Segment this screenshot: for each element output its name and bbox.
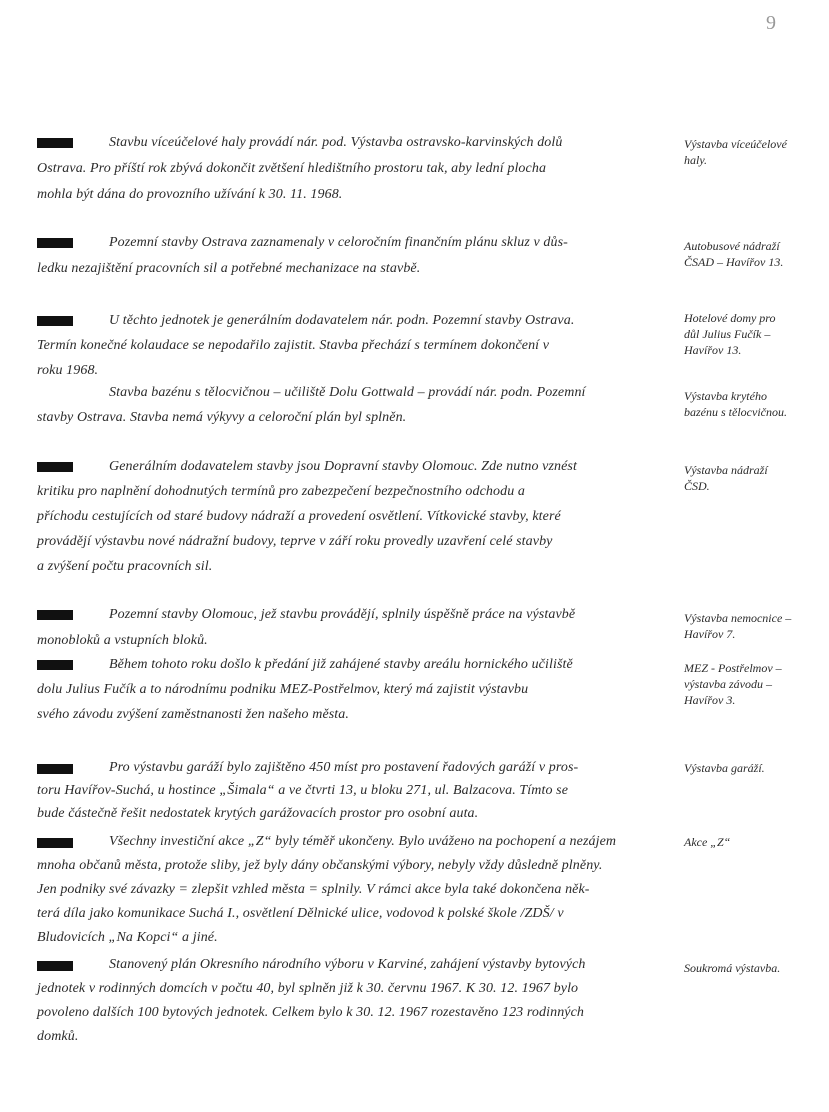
redaction-bar xyxy=(37,961,73,971)
paragraph xyxy=(37,953,677,1049)
text-line: toru Havířov-Suchá, u hostince „Šimala“ a ve čtvrti 13, u bloku 271, ul. Balzacova. Tímto se xyxy=(37,783,569,798)
margin-note xyxy=(684,834,824,850)
text-line: Generálním dodavatelem stavby jsou Dopravní stavby Olomouc. Zde nutno vznést xyxy=(37,454,677,479)
margin-note xyxy=(684,660,824,708)
text-line: U těchto jednotek je generálním dodavatelem nár. podn. Pozemní stavby Ostrava. xyxy=(37,308,677,333)
text-line: mnoha občanů města, protože sliby, jež byly dány občanskými výbory, nebyly vždy důsledně plněny. xyxy=(37,858,603,873)
paragraph xyxy=(37,380,677,430)
text-line: Pozemní stavby Olomouc, jež stavbu provádějí, splnily úspěšně práce na výstavbě xyxy=(37,602,677,628)
text-line: Bludovicích „Na Kopci“ a jiné. xyxy=(37,930,218,945)
text-line: povoleno dalších 100 bytových jednotek. Celkem bylo k 30. 12. 1967 rozestavěno 123 rodinných xyxy=(37,1005,585,1020)
text-line: jednotek v rodinných domcích v počtu 40, byl splněn již k 30. červnu 1967. K 30. 12. 1967 bylo xyxy=(37,981,579,996)
text-line: příchodu cestujících od staré budovy nádraží a provedení osvětlení. Vítkovické stavby, které xyxy=(37,509,561,524)
margin-note xyxy=(684,388,824,420)
text-line: a zvýšení počtu pracovních sil. xyxy=(37,559,213,574)
text-line: Pro výstavbu garáží bylo zajištěno 450 míst pro postavení řadových garáží v pros- xyxy=(37,756,677,779)
text-line: Ostrava. Pro příští rok zbývá dokončit zvětšení hledištního prostoru tak, aby lední plocha xyxy=(37,161,547,176)
paragraph xyxy=(37,308,677,383)
text-line: kritiku pro naplnění dohodnutých termínů pro zabezpečení bezpečnostního odchodu a xyxy=(37,484,526,499)
text-line: provádějí výstavbu nové nádražní budovy, teprve v září roku provedly uzavření celé stavby xyxy=(37,534,553,549)
margin-note-line: Výstavba krytého xyxy=(684,389,767,403)
margin-note xyxy=(684,310,824,358)
margin-note-line: Havířov 7. xyxy=(684,627,736,641)
text-line: domků. xyxy=(37,1029,79,1044)
margin-note-line: Výstavba garáží. xyxy=(684,761,765,775)
text-line: Stavba bazénu s tělocvičnou – učiliště Dolu Gottwald – provádí nár. podn. Pozemní xyxy=(109,385,586,400)
margin-note xyxy=(684,610,824,642)
redaction-bar xyxy=(37,610,73,620)
margin-note-line: MEZ - Postřelmov – xyxy=(684,661,782,675)
redaction-bar xyxy=(37,764,73,774)
paragraph xyxy=(37,130,677,208)
text-line: ledku nezajištění pracovních sil a potřebné mechanizace na stavbě. xyxy=(37,261,421,276)
paragraph xyxy=(37,230,677,282)
text-line: Všechny investiční akce „Z“ byly téměř ukončeny. Bylo uvážено na pochopení a nezájem xyxy=(37,830,677,854)
text-line: bude částečně řešit nedostatek krytých garážovacích prostor pro osobní auta. xyxy=(37,806,479,821)
redaction-bar xyxy=(37,660,73,670)
margin-note-line: haly. xyxy=(684,153,707,167)
paragraph xyxy=(37,756,677,825)
text-line: stavby Ostrava. Stavba nemá výkyvy a celoroční plán byl splněn. xyxy=(37,410,407,425)
text-line: Během tohoto roku došlo k předání již zahájené stavby areálu hornického učiliště xyxy=(37,652,677,677)
margin-note-line: Výstavba nádraží xyxy=(684,463,768,477)
text-line: terá díla jako komunikace Suchá I., osvětlení Dělnické ulice, vodovod k polské škole /ZDŠ/ v xyxy=(37,906,564,921)
page-number: 9 xyxy=(766,12,776,34)
paragraph xyxy=(37,602,677,654)
margin-note-line: výstavba závodu – xyxy=(684,677,772,691)
paragraph xyxy=(37,830,677,950)
margin-note-line: ČSD. xyxy=(684,479,710,493)
margin-note-line: důl Julius Fučík – xyxy=(684,327,771,341)
text-line: monobloků a vstupních bloků. xyxy=(37,633,208,648)
text-line: dolu Julius Fučík a to národnímu podniku MEZ-Postřelmov, který má zajistit výstavbu xyxy=(37,682,529,697)
margin-note-line: Autobusové nádraží xyxy=(684,239,780,253)
margin-note xyxy=(684,960,824,976)
redaction-bar xyxy=(37,462,73,472)
margin-note-line: Soukromá výstavba. xyxy=(684,961,781,975)
text-line: Stanovený plán Okresního národního výboru v Karviné, zahájení výstavby bytových xyxy=(37,953,677,977)
margin-note-line: bazénu s tělocvičnou. xyxy=(684,405,787,419)
paragraph xyxy=(37,454,677,579)
margin-note-line: Výstavba nemocnice – xyxy=(684,611,792,625)
margin-note-line: ČSAD – Havířov 13. xyxy=(684,255,784,269)
margin-note-line: Havířov 3. xyxy=(684,693,736,707)
margin-note xyxy=(684,238,824,270)
paragraph xyxy=(37,652,677,727)
text-line: Jen podniky své závazky = zlepšit vzhled města = splnily. V rámci akce byla také dokončena něk- xyxy=(37,882,590,897)
margin-note-line: Hotelové domy pro xyxy=(684,311,776,325)
text-line: Stavbu víceúčelové haly provádí nár. pod. Výstavba ostravsko-karvinských dolů xyxy=(37,130,677,156)
text-line: svého závodu zvýšení zaměstnanosti žen našeho města. xyxy=(37,707,349,722)
redaction-bar xyxy=(37,316,73,326)
margin-note xyxy=(684,136,824,168)
text-line: roku 1968. xyxy=(37,363,99,378)
redaction-bar xyxy=(37,138,73,148)
text-line: Pozemní stavby Ostrava zaznamenaly v celoročním finančním plánu skluz v důs- xyxy=(37,230,677,256)
margin-note xyxy=(684,760,824,776)
text-line: Termín konečné kolaudace se nepodařilo zajistit. Stavba přechází s termínem dokončení v xyxy=(37,338,550,353)
margin-note-line: Havířov 13. xyxy=(684,343,742,357)
margin-note-line: Akce „Z“ xyxy=(684,835,731,849)
redaction-bar xyxy=(37,238,73,248)
redaction-bar xyxy=(37,838,73,848)
margin-note xyxy=(684,462,824,494)
margin-note-line: Výstavba víceúčelové xyxy=(684,137,787,151)
text-line: mohla být dána do provozního užívání k 30. 11. 1968. xyxy=(37,187,343,202)
